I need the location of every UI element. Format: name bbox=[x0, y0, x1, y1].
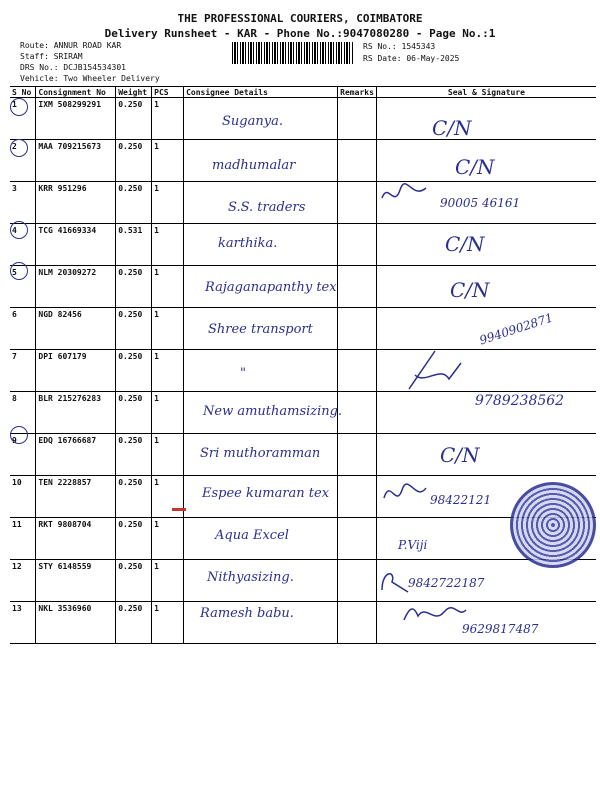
col-consignee: Consignee Details bbox=[184, 87, 338, 98]
row-weight: 0.250 bbox=[116, 266, 152, 308]
row-sno: 6 bbox=[10, 308, 36, 350]
row-remarks bbox=[338, 98, 377, 140]
row-weight: 0.250 bbox=[116, 350, 152, 392]
row-consignment: NGD 82456 bbox=[36, 308, 116, 350]
row-weight: 0.250 bbox=[116, 98, 152, 140]
handwritten-consignee: New amuthamsizing. bbox=[203, 404, 343, 419]
row-consignment: NKL 3536960 bbox=[36, 602, 116, 644]
handwritten-consignee: Sri muthoramman bbox=[200, 446, 321, 461]
row-remarks bbox=[338, 308, 377, 350]
row-pcs: 1 bbox=[152, 98, 184, 140]
row-sno: 12 bbox=[10, 560, 36, 602]
handwritten-consignee: Aqua Excel bbox=[215, 528, 289, 543]
row-pcs: 1 bbox=[152, 224, 184, 266]
row-remarks bbox=[338, 140, 377, 182]
handwritten-signature: 9940902871 bbox=[477, 310, 555, 348]
company-seal-stamp bbox=[510, 482, 596, 568]
row-consignment: IXM 508299291 bbox=[36, 98, 116, 140]
table-header-row bbox=[10, 87, 596, 98]
row-remarks bbox=[338, 350, 377, 392]
handwritten-signature: 9789238562 bbox=[475, 393, 565, 409]
signature-scribble bbox=[380, 180, 430, 210]
rs-number: RS No.: 1545343 bbox=[363, 42, 436, 51]
handwritten-circle-mark bbox=[10, 139, 28, 157]
row-weight: 0.250 bbox=[116, 602, 152, 644]
red-ink-mark bbox=[172, 508, 186, 511]
handwritten-circle-mark bbox=[10, 98, 28, 116]
row-remarks bbox=[338, 434, 377, 476]
col-remarks: Remarks bbox=[338, 87, 377, 98]
row-consignment: BLR 215276283 bbox=[36, 392, 116, 434]
rs-date: RS Date: 06-May-2025 bbox=[363, 54, 460, 63]
handwritten-signature: 98422121 bbox=[430, 493, 492, 507]
signature-scribble bbox=[380, 478, 430, 508]
vehicle-label: Vehicle: Two Wheeler Delivery bbox=[20, 74, 160, 83]
row-sno: 1 bbox=[10, 98, 36, 140]
row-weight: 0.250 bbox=[116, 518, 152, 560]
handwritten-consignee: karthika. bbox=[218, 236, 278, 251]
handwritten-consignee: S.S. traders bbox=[228, 200, 306, 215]
handwritten-circle-mark bbox=[10, 426, 28, 444]
handwritten-consignee: Nithyasizing. bbox=[207, 570, 294, 585]
row-remarks bbox=[338, 476, 377, 518]
handwritten-consignee: Ramesh babu. bbox=[200, 606, 294, 621]
row-pcs: 1 bbox=[152, 308, 184, 350]
handwritten-signature: 9842722187 bbox=[408, 576, 485, 590]
col-sno: S No bbox=[10, 87, 36, 98]
row-pcs: 1 bbox=[152, 266, 184, 308]
col-pcs: PCS bbox=[152, 87, 184, 98]
handwritten-circle-mark bbox=[10, 221, 28, 239]
row-weight: 0.250 bbox=[116, 560, 152, 602]
row-signature bbox=[376, 224, 596, 266]
row-consignment: MAA 709215673 bbox=[36, 140, 116, 182]
row-consignment: STY 6148559 bbox=[36, 560, 116, 602]
row-consignment: NLM 20309272 bbox=[36, 266, 116, 308]
handwritten-signature: C/N bbox=[440, 443, 480, 467]
row-remarks bbox=[338, 182, 377, 224]
row-sno: 4 bbox=[10, 224, 36, 266]
row-consignment: TEN 2228857 bbox=[36, 476, 116, 518]
row-pcs: 1 bbox=[152, 392, 184, 434]
row-pcs: 1 bbox=[152, 518, 184, 560]
table-row bbox=[10, 560, 596, 602]
table-row bbox=[10, 350, 596, 392]
row-weight: 0.250 bbox=[116, 182, 152, 224]
row-remarks bbox=[338, 392, 377, 434]
table-row bbox=[10, 98, 596, 140]
row-sno: 10 bbox=[10, 476, 36, 518]
handwritten-signature: C/N bbox=[445, 232, 485, 256]
row-remarks bbox=[338, 224, 377, 266]
signature-scribble bbox=[378, 566, 418, 596]
row-pcs: 1 bbox=[152, 560, 184, 602]
row-sno: 5 bbox=[10, 266, 36, 308]
row-sno: 7 bbox=[10, 350, 36, 392]
handwritten-circle-mark bbox=[10, 262, 28, 280]
row-sno: 3 bbox=[10, 182, 36, 224]
handwritten-signature: C/N bbox=[455, 155, 495, 179]
row-consignment: DPI 607179 bbox=[36, 350, 116, 392]
col-signature: Seal & Signature bbox=[376, 87, 596, 98]
table-row bbox=[10, 140, 596, 182]
handwritten-consignee: madhumalar bbox=[212, 158, 296, 173]
row-pcs: 1 bbox=[152, 350, 184, 392]
row-weight: 0.250 bbox=[116, 476, 152, 518]
row-weight: 0.531 bbox=[116, 224, 152, 266]
row-weight: 0.250 bbox=[116, 140, 152, 182]
barcode bbox=[232, 42, 354, 64]
handwritten-consignee: Espee kumaran tex bbox=[202, 486, 330, 501]
row-consignee bbox=[184, 350, 338, 392]
row-consignment: KRR 951296 bbox=[36, 182, 116, 224]
handwritten-signature: P.Viji bbox=[398, 538, 428, 552]
handwritten-signature: C/N bbox=[450, 278, 490, 302]
runsheet-table bbox=[10, 86, 596, 644]
row-remarks bbox=[338, 560, 377, 602]
row-sno: 8 bbox=[10, 392, 36, 434]
row-signature bbox=[376, 434, 596, 476]
col-weight: Weight bbox=[116, 87, 152, 98]
row-signature bbox=[376, 98, 596, 140]
row-weight: 0.250 bbox=[116, 308, 152, 350]
row-pcs: 1 bbox=[152, 182, 184, 224]
handwritten-consignee: Shree transport bbox=[208, 322, 313, 337]
route-label: Route: ANNUR ROAD KAR bbox=[20, 41, 122, 50]
row-weight: 0.250 bbox=[116, 392, 152, 434]
row-pcs: 1 bbox=[152, 140, 184, 182]
row-sno: 13 bbox=[10, 602, 36, 644]
table-row bbox=[10, 224, 596, 266]
row-consignment: EDQ 16766687 bbox=[36, 434, 116, 476]
row-sno: 9 bbox=[10, 434, 36, 476]
runsheet-subtitle: Delivery Runsheet - KAR - Phone No.:9047080280 - Page No.:1 bbox=[104, 27, 496, 40]
handwritten-signature: C/N bbox=[432, 116, 472, 140]
row-consignment: TCG 41669334 bbox=[36, 224, 116, 266]
row-pcs: 1 bbox=[152, 476, 184, 518]
handwritten-signature: 9629817487 bbox=[462, 622, 539, 636]
row-remarks bbox=[338, 266, 377, 308]
handwritten-consignee: " bbox=[240, 366, 246, 381]
row-remarks bbox=[338, 518, 377, 560]
row-pcs: 1 bbox=[152, 602, 184, 644]
row-sno: 11 bbox=[10, 518, 36, 560]
company-title: THE PROFESSIONAL COURIERS, COIMBATORE bbox=[177, 12, 423, 25]
handwritten-consignee: Rajaganapanthy tex bbox=[205, 280, 337, 295]
staff-label: Staff: SRIRAM bbox=[20, 52, 83, 61]
row-weight: 0.250 bbox=[116, 434, 152, 476]
row-remarks bbox=[338, 602, 377, 644]
handwritten-consignee: Suganya. bbox=[222, 114, 283, 129]
table-row bbox=[10, 518, 596, 560]
handwritten-signature: 90005 46161 bbox=[440, 196, 521, 210]
row-sno: 2 bbox=[10, 140, 36, 182]
signature-scribble bbox=[400, 600, 470, 626]
signature-scribble bbox=[405, 345, 465, 395]
row-consignment: RKT 9808704 bbox=[36, 518, 116, 560]
row-pcs: 1 bbox=[152, 434, 184, 476]
col-consignment: Consignment No bbox=[36, 87, 116, 98]
drs-number: DRS No.: DCJB154534301 bbox=[20, 63, 126, 72]
